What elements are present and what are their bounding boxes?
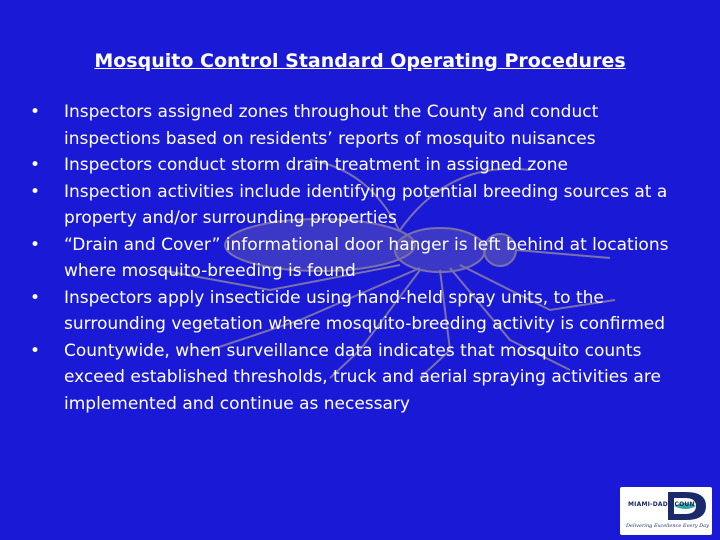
logo-tagline: Delivering Excellence Every Day — [626, 523, 709, 529]
county-logo — [620, 487, 712, 535]
bullet-text: Countywide, when surveillance data indicates that mosquito counts exceed established thresholds, truck and aerial spraying activities are implemented and continue as necessary — [64, 340, 661, 414]
slide-title: Mosquito Control Standard Operating Procedures — [94, 50, 626, 72]
bullet-icon: • — [29, 102, 41, 122]
list-item — [28, 232, 688, 285]
logo-county-name: MIAMI-DADE COUNTY — [628, 501, 704, 508]
bullet-icon: • — [29, 340, 41, 361]
bullet-text: Inspectors apply insecticide using hand-held spray units, to the surrounding vegetation where mosquito-breeding activity is confirmed — [64, 287, 666, 334]
bullet-text: “Drain and Cover” informational door hanger is left behind at locations where mosquito-breeding is found — [64, 234, 669, 281]
bullet-icon: • — [29, 287, 41, 308]
list-item — [28, 179, 688, 232]
list-item — [28, 152, 688, 179]
bullet-icon: • — [29, 181, 41, 202]
bullet-icon: • — [29, 234, 41, 255]
bullet-text: Inspectors assigned zones throughout the County and conduct inspections based on residents’ reports of mosquito nuisances — [64, 102, 599, 149]
list-item — [28, 99, 688, 152]
bullet-text: Inspection activities include identifying potential breeding sources at a property and/or surrounding properties — [64, 181, 668, 228]
bullet-list — [28, 99, 688, 417]
list-item — [28, 285, 688, 338]
list-item — [28, 338, 688, 418]
bullet-icon: • — [29, 155, 41, 175]
bullet-text: Inspectors conduct storm drain treatment in assigned zone — [64, 155, 568, 175]
